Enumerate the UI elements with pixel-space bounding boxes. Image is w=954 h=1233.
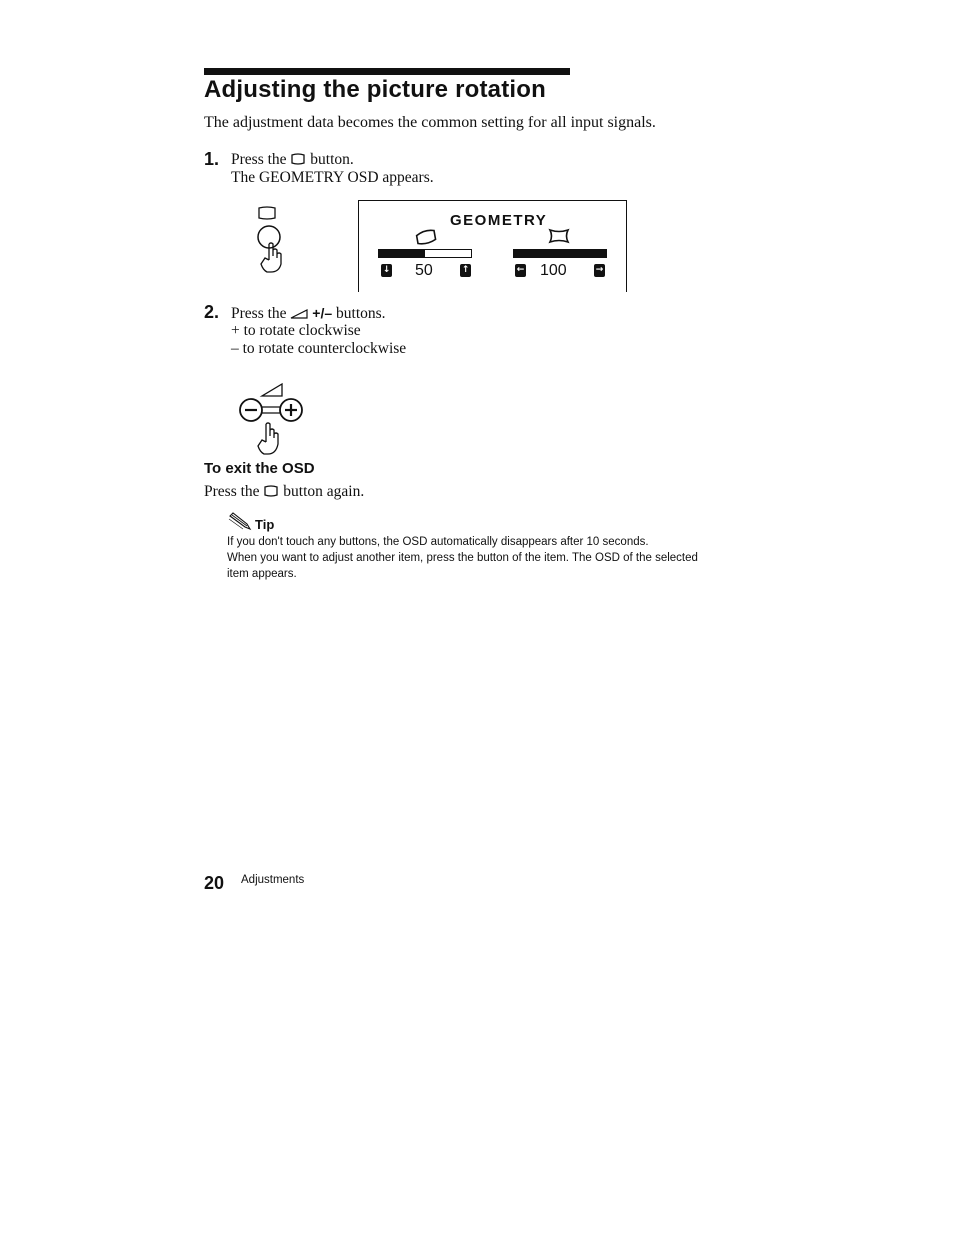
page-number: 20 (204, 873, 225, 893)
rotation-button-icon (263, 485, 279, 497)
osd-left-minus-key-icon: ↓ (382, 265, 391, 275)
step-1-subtext: The GEOMETRY OSD appears. (231, 169, 434, 186)
step-2-text (231, 304, 386, 323)
osd-right-minus-key-icon: ← (516, 265, 525, 275)
tip-line-2: When you want to adjust another item, press the button of the item. The OSD of the selected (227, 552, 698, 564)
osd-title: GEOMETRY (450, 212, 548, 229)
step-1-text-after: button. (310, 151, 354, 168)
tip-line-1: If you don't touch any buttons, the OSD automatically disappears after 10 seconds. (227, 536, 649, 548)
step-2-line-clockwise: + to rotate clockwise (231, 322, 361, 339)
rotation-icon (414, 228, 438, 246)
exit-text-before: Press the (204, 483, 260, 500)
step-1-number: 1. (204, 149, 220, 169)
osd-left-plus-key-icon: ↑ (461, 265, 470, 275)
step-2-number: 2. (204, 302, 220, 322)
pincushion-level-fill (514, 250, 606, 257)
osd-right-value: 100 (540, 262, 567, 279)
step-2-text-before: Press the (231, 305, 287, 322)
rotation-button-icon (290, 153, 306, 165)
exit-text-after: button again. (283, 483, 365, 500)
step-1-text-before: Press the (231, 151, 287, 168)
step-2-text-after: buttons. (336, 305, 386, 322)
plus-minus-button-illustration-icon (236, 380, 308, 458)
osd-right-plus-key-icon: → (595, 265, 604, 275)
osd-left-value: 50 (415, 262, 433, 279)
rotation-level-bar (378, 249, 472, 258)
page-title: Adjusting the picture rotation (204, 76, 546, 103)
exit-osd-text (204, 483, 364, 501)
plus-minus-label: +/– (312, 305, 333, 321)
section-name: Adjustments (241, 874, 305, 886)
exit-osd-heading: To exit the OSD (204, 460, 315, 477)
intro-text: The adjustment data becomes the common setting for all input signals. (204, 114, 656, 131)
pincushion-icon (548, 228, 570, 244)
title-rule (204, 68, 570, 75)
pencil-tip-icon (227, 512, 253, 532)
step-2-line-counterclockwise: – to rotate counterclockwise (231, 340, 407, 357)
adjust-wedge-icon (290, 309, 308, 319)
tip-label: Tip (255, 517, 275, 532)
rotation-level-fill (379, 250, 425, 257)
press-button-illustration-icon (253, 204, 293, 276)
step-1-text (231, 151, 354, 169)
pincushion-level-bar (513, 249, 607, 258)
tip-line-3: item appears. (227, 568, 297, 580)
